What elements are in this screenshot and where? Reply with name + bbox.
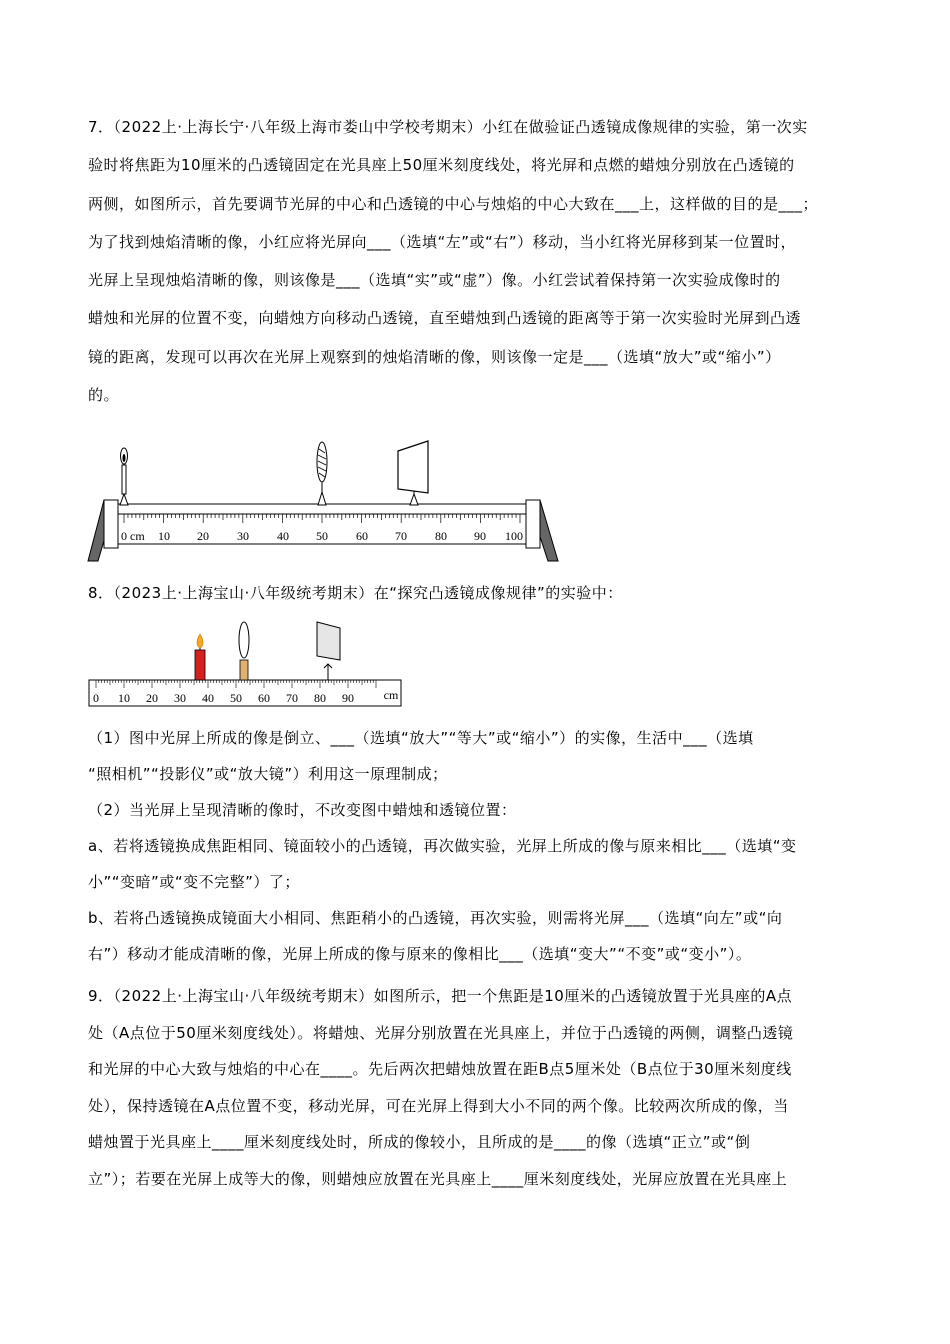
- q8-line: “照相机”“投影仪”或“放大镜”）利用这一原理制成；: [88, 765, 448, 783]
- q7-line: 7．（2022上·上海长宁·八年级上海市娄山中学校考期末）小红在做验证凸透镜成像规律的实验，第一次实: [88, 118, 808, 136]
- q8-tick-label: 50: [230, 691, 242, 705]
- question-7-text: [88, 108, 872, 414]
- q7-line: 蜡烛和光屏的位置不变，向蜡烛方向移动凸透镜，直至蜡烛到凸透镜的距离等于第一次实验时光屏到凸透: [88, 309, 802, 328]
- q8-light-screen: [317, 622, 340, 680]
- q9-line: 处（A点位于50厘米刻度线处）。将蜡烛、光屏分别放置在光具座上，并位于凸透镜的两侧，调整凸透镜: [88, 1023, 794, 1042]
- q8-tick-label: 0: [93, 691, 99, 705]
- q8-tick-label: 70: [286, 691, 298, 705]
- ruler-tick-label: 80: [435, 529, 447, 543]
- ruler-tick-label: 70: [395, 529, 407, 543]
- q8-line: 小”“变暗”或“变不完整”）了；: [88, 873, 300, 891]
- q9-line: 蜡烛置于光具座上____厘米刻度线处时，所成的像较小，且所成的是____的像（选填“正立”或“倒: [88, 1133, 751, 1151]
- q7-line: 的。: [88, 386, 120, 405]
- ruler-tick-label: 40: [277, 529, 289, 543]
- ruler-tick-label: 60: [356, 529, 368, 543]
- ruler-unit-label: 0 cm: [121, 529, 145, 543]
- convex-lens: [317, 442, 327, 505]
- q8-line: （1）图中光屏上所成的像是倒立、___（选填“放大”“等大”或“缩小”）的实像，生活中___（选填: [88, 729, 754, 747]
- bench-left-end: [104, 500, 118, 548]
- question-9-text: [88, 978, 872, 1197]
- q8-tick-label: 10: [118, 691, 130, 705]
- q8-ruler: [89, 680, 401, 706]
- q8-convex-lens: [239, 622, 249, 680]
- q8-tick-label: 80: [314, 691, 326, 705]
- q9-line: 和光屏的中心大致与烛焰的中心在____。先后两次把蜡烛放置在距B点5厘米处（B点位于30厘米刻度线: [88, 1060, 792, 1078]
- question-8-text: [88, 720, 872, 972]
- ruler-tick-label: 50: [316, 529, 328, 543]
- q7-line: 两侧，如图所示，首先要调节光屏的中心和凸透镜的中心与烛焰的中心大致在___上，这样做的目的是___；: [88, 194, 819, 213]
- candle: [120, 448, 128, 505]
- q8-tick-label: 90: [342, 691, 354, 705]
- q7-line: 镜的距离，发现可以再次在光屏上观察到的烛焰清晰的像，则该像一定是___（选填“放大”或“缩小”）: [88, 347, 781, 366]
- q8-tick-label: 30: [174, 691, 186, 705]
- q7-optical-bench-figure: [86, 437, 560, 565]
- q8-line: 右”）移动才能成清晰的像，光屏上所成的像与原来的像相比___（选填“变大”“不变”或“变小”）。: [88, 945, 752, 963]
- q9-line: 立”）；若要在光屏上成等大的像，则蜡烛应放置在光具座上____厘米刻度线处，光屏应放置在光具座上: [88, 1169, 788, 1188]
- q8-tick-label: 60: [258, 691, 270, 705]
- ruler-tick-label: 90: [474, 529, 486, 543]
- q8-line: b、若将凸透镜换成镜面大小相同、焦距稍小的凸透镜，再次实验，则需将光屏___（选填“向左”或“向: [88, 909, 783, 927]
- q8-tick-label: 20: [146, 691, 158, 705]
- q8-unit-label: cm: [383, 688, 399, 702]
- ruler-tick-label: 10: [158, 529, 170, 543]
- q9-line: 9．（2022上·上海宝山·八年级统考期末）如图所示，把一个焦距是10厘米的凸透镜放置于光具座的A点: [88, 987, 793, 1005]
- q9-line: 处），保持透镜在A点位置不变，移动光屏，可在光屏上得到大小不同的两个像。比较两次所成的像，当: [88, 1096, 789, 1115]
- q8-tick-label: 40: [202, 691, 214, 705]
- q8-candle: [195, 634, 205, 680]
- ruler-tick-label: 20: [197, 529, 209, 543]
- q8-line: （2）当光屏上呈现清晰的像时，不改变图中蜡烛和透镜位置：: [88, 801, 517, 819]
- ruler-tick-label: 100: [505, 529, 523, 543]
- q7-line: 光屏上呈现烛焰清晰的像，则该像是___（选填“实”或“虚”）像。小红尝试着保持第一次实验成像时的: [88, 271, 781, 290]
- q7-line: 为了找到烛焰清晰的像，小红应将光屏向___（选填“左”或“右”）移动，当小红将光屏移到某一位置时，: [88, 232, 797, 251]
- question-8-header: [88, 574, 872, 612]
- light-screen: [398, 441, 428, 505]
- ruler-tick-label: 30: [237, 529, 249, 543]
- q8-line: a、若将透镜换成焦距相同、镜面较小的凸透镜，再次做实验，光屏上所成的像与原来相比___（选填“变: [88, 837, 797, 855]
- q7-line: 验时将焦距为10厘米的凸透镜固定在光具座上50厘米刻度线处，将光屏和点燃的蜡烛分别放在凸透镜的: [88, 156, 795, 175]
- bench-right-end: [526, 500, 540, 548]
- q8-experiment-figure: [88, 616, 404, 708]
- q8-header: 8．（2023上·上海宝山·八年级统考期末）在“探究凸透镜成像规律”的实验中：: [88, 584, 623, 602]
